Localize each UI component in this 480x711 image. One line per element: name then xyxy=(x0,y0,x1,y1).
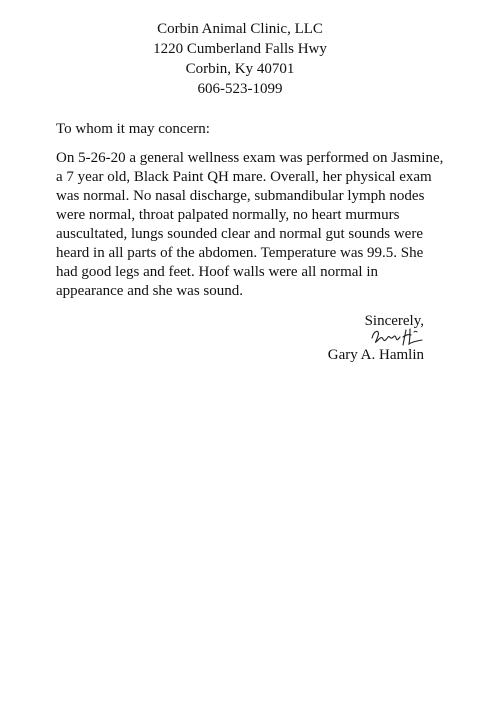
body-line: had good legs and feet. Hoof walls were all normal in xyxy=(56,264,378,280)
salutation: To whom it may concern: xyxy=(56,121,210,137)
body-line: appearance and she was sound. xyxy=(56,283,244,299)
clinic-phone: 606-523-1099 xyxy=(197,81,283,97)
body-line: auscultated, lungs sounded clear and normal gut sounds were xyxy=(56,226,423,242)
body-line: a 7 year old, Black Paint QH mare. Overall, her physical exam xyxy=(56,169,432,185)
clinic-city-state-zip: Corbin, Ky 40701 xyxy=(185,61,295,77)
closing: Sincerely, xyxy=(364,313,424,329)
clinic-street: 1220 Cumberland Falls Hwy xyxy=(153,41,327,57)
body-line: was normal. No nasal discharge, submandibular lymph nodes xyxy=(56,188,425,204)
clinic-name: Corbin Animal Clinic, LLC xyxy=(157,21,323,37)
body-line: On 5-26-20 a general wellness exam was performed on Jasmine, xyxy=(56,150,444,166)
body-line: heard in all parts of the abdomen. Temperature was 99.5. She xyxy=(56,245,424,261)
signer-name: Gary A. Hamlin xyxy=(327,347,424,363)
handwritten-signature-icon xyxy=(368,326,428,348)
letterhead xyxy=(0,19,480,99)
body-line: were normal, throat palpated normally, no heart murmurs xyxy=(56,207,400,223)
letter-body xyxy=(56,149,444,301)
